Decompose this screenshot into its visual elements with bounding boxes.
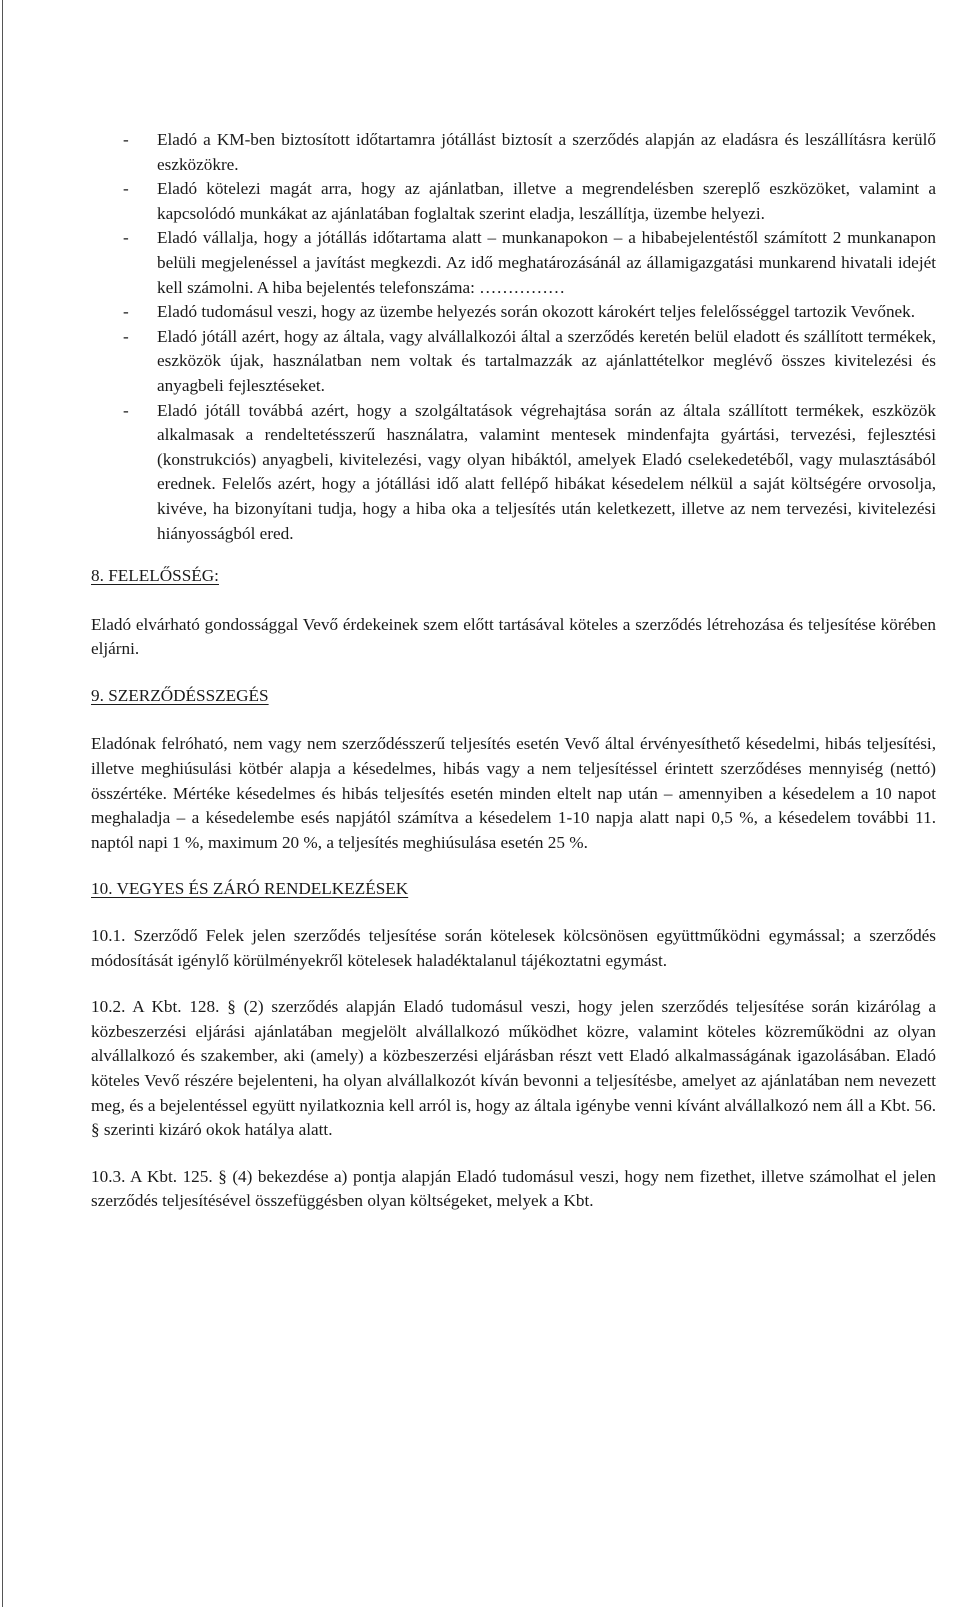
section-paragraph: Eladó elvárható gondossággal Vevő érdekeinek szem előtt tartásával köteles a szerződés létrehozása és teljesítése körében eljárni. [91, 614, 936, 659]
bullet-text: Eladó jótáll azért, hogy az általa, vagy alvállalkozói által a szerződés keretén belül eladott és szállított termékek, eszközök újak, használatban nem voltak és tartalmazzák az ajánlattételkor meglévő összes kivitelezési és anyagbeli fejlesztéseket. [157, 326, 936, 395]
bullet-item [91, 399, 936, 547]
bullet-dash: - [123, 302, 129, 322]
bullet-text: Eladó kötelezi magát arra, hogy az ajánlatban, illetve a megrendelésben szereplő eszközöket, valamint a kapcsolódó munkákat az ajánlatában foglaltak szerint eladja, leszállítja, üzembe helyezi. [157, 179, 936, 223]
bullet-text: Eladó a KM-ben biztosított időtartamra jótállást biztosít a szerződés alapján az eladásra és leszállításra kerülő eszközökre. [157, 130, 936, 174]
bullet-item [91, 128, 936, 177]
bullet-dash: - [123, 179, 129, 199]
bullet-text: Eladó jótáll továbbá azért, hogy a szolgáltatások végrehajtása során az általa szállított termékek, eszközök alkalmasak a rendeltetésszerű használatra, valamint mentesek mindenfajta gyártási, tervezési, fejlesztési (konstrukciós) anyagbeli, kivitelezési, vagy olyan hibáktól, amelyek Eladó cselekedetéből, vagy mulasztásából erednek. Felelős azért, hogy a jótállási idő alatt fellépő hibákat késedelem nélkül a saját költségére orvosolja, kivéve, ha bizonyítani tudja, hogy a hiba oka a teljesítés után keletkezett, illetve az nem tervezési, kivitelezési hiányosságból ered. [157, 400, 936, 543]
section-heading-vegyes-es-zaro: 10. VEGYES ÉS ZÁRÓ RENDELKEZÉSEK [91, 879, 409, 899]
bullet-text: Eladó tudomásul veszi, hogy az üzembe helyezés során okozott károkért teljes felelősséggel tartozik Vevőnek. [157, 302, 916, 322]
clause-10-3: 10.3. A Kbt. 125. § (4) bekezdése a) pontja alapján Eladó tudomásul veszi, hogy nem fizethet, illetve számolhat el jelen szerződés teljesítésével összefüggésben olyan költségeket, melyek a Kbt. [91, 1166, 936, 1211]
page-left-border [2, 0, 3, 1607]
bullet-item [91, 325, 936, 399]
bullet-dash: - [123, 400, 129, 420]
document-page [91, 128, 936, 1214]
bullet-dash: - [123, 326, 129, 346]
warranty-bullet-list [91, 128, 936, 546]
section-heading-felelosseg: 8. FELELŐSSÉG: [91, 566, 219, 586]
bullet-dash: - [123, 228, 129, 248]
bullet-item [91, 177, 936, 226]
bullet-item [91, 226, 936, 300]
clause-10-1: 10.1. Szerződő Felek jelen szerződés teljesítése során kötelesek kölcsönösen együttműködni egymással; a szerződés módosítását igénylő körülményekről kötelesek haladéktalanul tájékoztatni egymást. [91, 926, 936, 970]
clause-10-2: 10.2. A Kbt. 128. § (2) szerződés alapján Eladó tudomásul veszi, hogy jelen szerződés teljesítése során kizárólag a közbeszerzési eljárási ajánlatában megjelölt alvállalkozó működhet közre, valamint köteles közreműködni az olyan alvállalkozó és szakember, aki (amely) a közbeszerzési eljárásban részt vett Eladó alkalmasságának igazolásában. Eladó köteles Vevő részére bejelenteni, ha olyan alvállalkozót kíván bevonni a teljesítésbe, amelyet az ajánlatában nem nevezett meg, és a bejelentéssel együtt nyilatkoznia kell arról is, hogy az általa igénybe venni kívánt alvállalkozó nem áll a Kbt. 56. § szerinti kizáró okok hatálya alatt. [91, 997, 936, 1140]
bullet-text: Eladó vállalja, hogy a jótállás időtartama alatt – munkanapokon – a hibabejelentéstől számított 2 munkanapon belüli megjelenéssel a javítást megkezdi. Az idő meghatározásánál az államigazgatási munkarend hivatali idejét kell számolni. A hiba bejelentés telefonszáma: …………… [157, 228, 936, 297]
section-paragraph: Eladónak felróható, nem vagy nem szerződésszerű teljesítés esetén Vevő által érvényesíthető késedelmi, hibás teljesítési, illetve meghiúsulási kötbér alapja a késedelmes, hibás vagy a nem teljesítéssel érintett szerződéses mennyiség (nettó) összértéke. Mértéke késedelmes és hibás teljesítés esetén minden eltelt nap után – amennyiben a késedelem a 10 napot meghaladja – a késedelembe esés napjától számítva a késedelem 1-10 napja alatt napi 0,5 %, a késedelem további 11. naptól napi 1 %, maximum 20 %, a teljesítés meghiúsulása esetén 25 %. [91, 734, 936, 852]
section-heading-szerzodesszeges: 9. SZERZŐDÉSSZEGÉS [91, 685, 269, 705]
bullet-dash: - [123, 130, 129, 149]
bullet-item [91, 300, 936, 325]
